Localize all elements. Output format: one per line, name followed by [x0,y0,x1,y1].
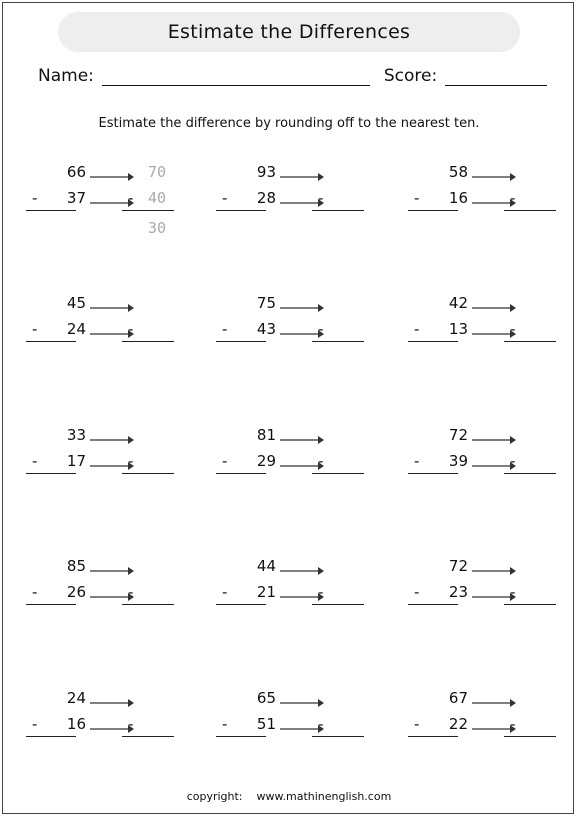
right-arrow-icon [280,561,324,571]
top-number: 42 [448,294,468,312]
title-banner [58,12,520,52]
right-arrow-icon [472,693,516,703]
problem-7 [24,426,184,516]
problem-13 [24,689,184,779]
minus-sign: - [128,583,134,601]
bottom-number: 39 [448,452,468,470]
answer-blank[interactable] [122,604,174,605]
answer-underline [26,604,76,605]
right-arrow-icon [280,430,324,440]
answer-underline [408,473,458,474]
problem-8 [214,426,374,516]
right-arrow-icon [90,430,134,440]
problem-4 [24,294,184,384]
minus-sign: - [414,583,420,601]
answer-blank[interactable] [312,736,364,737]
right-arrow-icon [90,298,134,308]
answer-underline [408,604,458,605]
answer-blank[interactable] [504,604,556,605]
bottom-number: 51 [256,715,276,733]
bottom-number: 21 [256,583,276,601]
bottom-number: 22 [448,715,468,733]
problem-11 [214,557,374,647]
answer-underline [26,736,76,737]
minus-sign: - [222,452,228,470]
top-number: 81 [256,426,276,444]
bottom-number: 26 [66,583,86,601]
answer-underline [216,736,266,737]
minus-sign: - [510,452,516,470]
answer-underline [26,341,76,342]
answer-blank[interactable] [312,473,364,474]
minus-sign: - [32,452,38,470]
answer-blank[interactable] [312,341,364,342]
answer-underline [26,210,76,211]
copyright-label: copyright: [186,790,243,803]
minus-sign: - [32,715,38,733]
minus-sign: - [510,583,516,601]
top-number: 44 [256,557,276,575]
minus-sign: - [318,715,324,733]
minus-sign: - [414,189,420,207]
bottom-number: 28 [256,189,276,207]
minus-sign: - [318,189,324,207]
top-number: 65 [256,689,276,707]
minus-sign: - [128,189,134,207]
problem-3 [406,163,566,253]
right-arrow-icon [90,693,134,703]
top-number: 24 [66,689,86,707]
answer-blank[interactable] [312,604,364,605]
minus-sign: - [32,320,38,338]
minus-sign: - [414,715,420,733]
top-number: 67 [448,689,468,707]
right-arrow-icon [280,298,324,308]
right-arrow-icon [472,561,516,571]
bottom-number: 29 [256,452,276,470]
answer-underline [216,604,266,605]
answer-blank[interactable] [122,341,174,342]
minus-sign: - [32,189,38,207]
answer-underline [216,341,266,342]
problem-15 [406,689,566,779]
minus-sign: - [222,715,228,733]
problem-5 [214,294,374,384]
answer-underline [408,210,458,211]
minus-sign: - [414,320,420,338]
minus-sign: - [128,715,134,733]
top-number: 93 [256,163,276,181]
page-title: Estimate the Differences [167,21,411,43]
example-rounded-bottom: 40 [147,189,167,207]
minus-sign: - [222,583,228,601]
name-label: Name: [38,66,94,86]
minus-sign: - [318,583,324,601]
bottom-number: 16 [66,715,86,733]
right-arrow-icon [472,167,516,177]
bottom-number: 13 [448,320,468,338]
problem-6 [406,294,566,384]
answer-underline [408,341,458,342]
minus-sign: - [414,452,420,470]
example-rounded-top: 70 [147,163,167,181]
answer-underline [408,736,458,737]
problem-12 [406,557,566,647]
top-number: 75 [256,294,276,312]
right-arrow-icon [90,561,134,571]
website-link[interactable]: www.mathinenglish.com [256,790,392,803]
bottom-number: 23 [448,583,468,601]
problem-2 [214,163,374,253]
right-arrow-icon [280,167,324,177]
minus-sign: - [32,583,38,601]
answer-underline [216,210,266,211]
bottom-number: 43 [256,320,276,338]
header-fields [38,62,547,86]
minus-sign: - [222,189,228,207]
answer-underline [216,473,266,474]
minus-sign: - [128,320,134,338]
score-blank[interactable] [445,67,547,86]
problem-1 [24,163,184,253]
minus-sign: - [510,715,516,733]
answer-blank[interactable] [312,210,364,211]
bottom-number: 16 [448,189,468,207]
score-label: Score: [383,66,438,86]
right-arrow-icon [280,693,324,703]
problem-9 [406,426,566,516]
top-number: 58 [448,163,468,181]
example-answer: 30 [147,219,167,237]
minus-sign: - [318,452,324,470]
answer-blank[interactable] [122,736,174,737]
top-number: 72 [448,557,468,575]
answer-blank[interactable] [504,736,556,737]
top-number: 72 [448,426,468,444]
minus-sign: - [510,189,516,207]
bottom-number: 17 [66,452,86,470]
answer-blank[interactable] [504,341,556,342]
minus-sign: - [222,320,228,338]
problem-10 [24,557,184,647]
top-number: 45 [66,294,86,312]
answer-blank[interactable] [504,210,556,211]
top-number: 85 [66,557,86,575]
name-blank[interactable] [102,67,370,86]
bottom-number: 24 [66,320,86,338]
instructions: Estimate the difference by rounding off to the nearest ten. [98,116,480,131]
problem-14 [214,689,374,779]
minus-sign: - [128,452,134,470]
top-number: 33 [66,426,86,444]
bottom-number: 37 [66,189,86,207]
top-number: 66 [66,163,86,181]
answer-blank[interactable] [122,473,174,474]
answer-blank[interactable] [122,210,174,211]
answer-underline [26,473,76,474]
right-arrow-icon [90,167,134,177]
right-arrow-icon [472,430,516,440]
footer [0,790,578,803]
minus-sign: - [318,320,324,338]
right-arrow-icon [472,298,516,308]
answer-blank[interactable] [504,473,556,474]
minus-sign: - [510,320,516,338]
